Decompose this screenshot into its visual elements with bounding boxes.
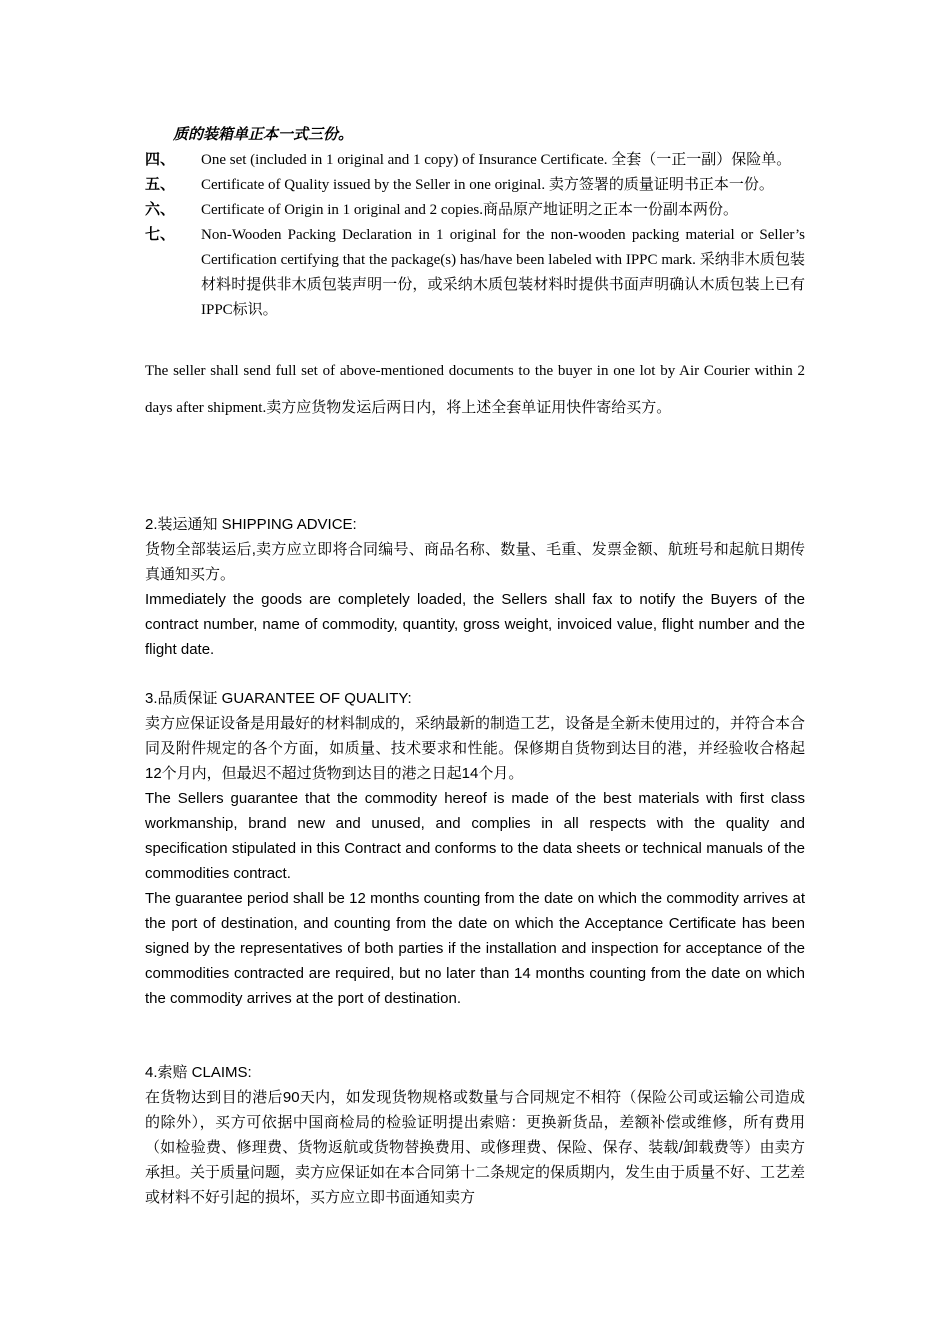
list-item: [145, 223, 805, 323]
list-item: [145, 148, 805, 173]
item-text: Non-Wooden Packing Declaration in 1 original for the non-wooden packing material or Seller’s Certification certifying that the package(s) has/have been labeled with IPPC mark. 采纳非木质包装材料时提供非木质包装声明一份，或采纳木质包装材料时提供书面声明确认木质包装上已有IPPC标识。: [201, 227, 805, 318]
item-number: 六、: [145, 202, 176, 218]
section-heading: 2.装运通知 SHIPPING ADVICE:: [145, 516, 357, 533]
list-item: [145, 198, 805, 223]
documents-list: [145, 123, 805, 427]
item-number: 七、: [145, 227, 176, 243]
section-text-cn: 在货物达到目的港后90天内，如发现货物规格或数量与合同规定不相符（保险公司或运输公司造成的除外），买方可依据中国商检局的检验证明提出索赔：更换新货品，差额补偿或维修，所有费用（如检验费、修理费、货物返航或货物替换费用、或修理费、保险、保存、装载/卸载费等）由卖方承担。关于质量问题，卖方应保证如在本合同第十二条规定的保质期内，发生由于质量不好、工艺差或材料不好引起的损坏，买方应立即书面通知卖方: [145, 1089, 806, 1206]
section-heading: 3.品质保证 GUARANTEE OF QUALITY:: [145, 690, 412, 707]
continuation-line: 质的装箱单正本一式三份。: [173, 127, 354, 143]
item-text: Certificate of Quality issued by the Seller in one original. 卖方签署的质量证明书正本一份。: [201, 177, 774, 193]
section-heading: 4.索赔 CLAIMS:: [145, 1064, 252, 1081]
guarantee-of-quality-section: [145, 686, 805, 1011]
section-text-en: The guarantee period shall be 12 months counting from the date on which the commodity arrives at the port of destination, and counting from the date on which the Acceptance Certificate has been signed by the representatives of both parties if the installation and inspection for acceptance of the commodities contracted are required, but no later than 14 months counting from the date on which the commodity arrives at the port of destination.: [145, 890, 805, 1007]
item-text: One set (included in 1 original and 1 copy) of Insurance Certificate. 全套（一正一副）保险单。: [201, 152, 792, 168]
claims-section: [145, 1060, 805, 1210]
section-text-cn: 卖方应保证设备是用最好的材料制成的，采纳最新的制造工艺，设备是全新未使用过的，并符合本合同及附件规定的各个方面，如质量、技术要求和性能。保修期自货物到达目的港，并经验收合格起12个月内，但最迟不超过货物到达目的港之日起14个月。: [145, 715, 806, 782]
item-number: 五、: [145, 177, 176, 193]
section-text-cn: 货物全部装运后,卖方应立即将合同编号、商品名称、数量、毛重、发票金额、航班号和起航日期传真通知买方。: [145, 541, 805, 583]
item-number: 四、: [145, 152, 176, 168]
section-text-en: The Sellers guarantee that the commodity hereof is made of the best materials with first class workmanship, brand new and unused, and complies in all respects with the quality and specification stipulated in this Contract and conforms to the data sheets or technical manuals of the commodities contract.: [145, 790, 805, 882]
section-text-en: Immediately the goods are completely loaded, the Sellers shall fax to notify the Buyers of the contract number, name of commodity, quantity, gross weight, invoiced value, flight number and the flight date.: [145, 591, 805, 658]
shipping-advice-section: [145, 512, 805, 662]
list-item: [145, 173, 805, 198]
documents-delivery-paragraph: The seller shall send full set of above-mentioned documents to the buyer in one lot by Air Courier within 2 days after shipment.卖方应货物发运后两日内，将上述全套单证用快件寄给买方。: [145, 363, 805, 416]
item-text: Certificate of Origin in 1 original and 2 copies.商品原产地证明之正本一份副本两份。: [201, 202, 739, 218]
